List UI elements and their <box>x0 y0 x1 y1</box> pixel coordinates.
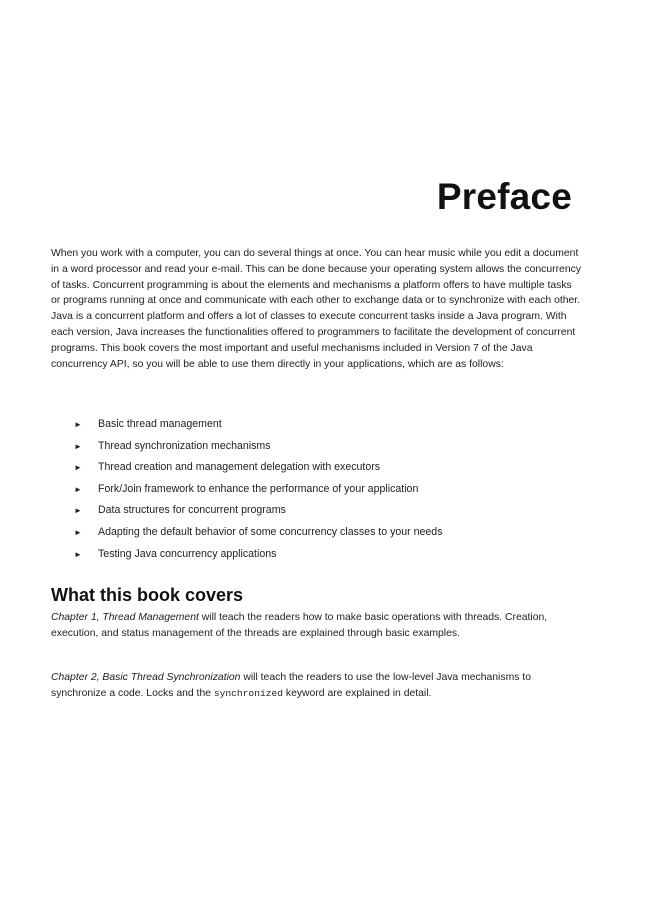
list-item-text: Thread synchronization mechanisms <box>98 439 271 452</box>
chapter-2-name: Basic Thread Synchronization <box>102 672 241 683</box>
chapter-1-name: Thread Management <box>102 612 199 623</box>
chapter-2-text-end: keyword are explained in detail. <box>285 687 432 699</box>
list-item <box>74 479 574 501</box>
list-item-text: Basic thread management <box>98 418 222 430</box>
section-heading: What this book covers <box>51 585 244 605</box>
list-item-text: Testing Java concurrency applications <box>98 547 277 560</box>
chapter-2-text: will teach the readers to use the low-level Java mechanisms to synchronize a code. Locks and the <box>51 672 531 699</box>
triangle-bullet-icon: ► <box>74 420 82 429</box>
triangle-bullet-icon: ► <box>74 463 82 473</box>
list-item-text: Data structures for concurrent programs <box>98 504 286 517</box>
list-item-text: Adapting the default behavior of some concurrency classes to your needs <box>98 525 443 538</box>
list-item <box>74 522 574 544</box>
synchronized-keyword: synchronized <box>213 687 283 699</box>
feature-list <box>74 414 574 565</box>
list-item <box>74 544 574 566</box>
list-item <box>74 457 574 479</box>
triangle-bullet-icon: ► <box>74 527 82 537</box>
chapter-1-text: will teach the readers how to make basic operations with threads. Creation, execution, and status management of the threads are explained through basic examples. <box>51 612 548 639</box>
triangle-bullet-icon: ► <box>74 484 82 494</box>
list-item <box>74 436 574 458</box>
list-item-text: Thread creation and management delegation with executors <box>98 461 381 474</box>
list-item-text: Fork/Join framework to enhance the performance of your application <box>98 482 419 495</box>
chapter-2-description <box>51 670 571 702</box>
intro-paragraph: When you work with a computer, you can do several things at once. You can hear music while you edit a document in a word processor and read your e-mail. This can be done because your operating system allows the concurrency of tasks. Concurrent programming is about the elements and mechanisms a platform offers to have multiple tasks or programs running at once and communicate with each other to exchange data or to synchronize with each other. Java is a concurrent platform and offers a lot of classes to execute concurrent tasks inside a Java program. With each version, Java increases the functionalities offered to programmers to facilitate the development of concurrent programs. This book covers the most important and useful mechanisms included in Version 7 of the Java concurrency API, so you will be able to use them directly in your applications, which are as follows: <box>51 248 582 370</box>
list-item <box>74 414 574 436</box>
chapter-2-number: Chapter 2, <box>51 672 100 683</box>
list-item <box>74 500 574 522</box>
chapter-1-number: Chapter 1, <box>51 612 100 623</box>
chapter-1-description <box>51 610 571 642</box>
triangle-bullet-icon: ► <box>74 549 82 559</box>
page-title: Preface <box>436 176 572 217</box>
triangle-bullet-icon: ► <box>74 441 82 451</box>
triangle-bullet-icon: ► <box>74 506 82 516</box>
